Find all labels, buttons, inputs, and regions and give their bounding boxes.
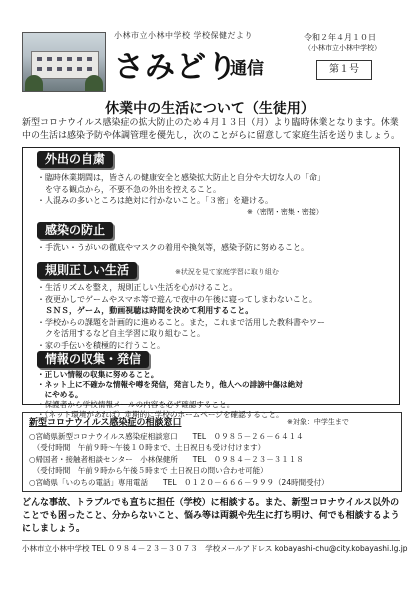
list-item: ＳＮＳ，ゲーム，動画視聴は時間を決めて利用すること。 <box>37 306 254 315</box>
newsletter-header <box>22 20 400 92</box>
list-item: ・生活リズムを整え，規則正しい生活を心がけること。 <box>37 283 238 292</box>
issue-date: 令和２年４月１０日 <box>304 33 376 42</box>
newsletter-kicker: 小林市立小林中学校 学校保健だより <box>114 31 254 40</box>
list-item: ・人混みの多いところは絶対に行かないこと。「３密」を避ける。 <box>37 196 273 205</box>
consultation-line: ○帰国者・接触者相談センター 小林保健所 TEL ０９８４－２３－３１１８ <box>29 455 304 464</box>
school-building-photo <box>22 32 106 92</box>
section-bullets-infection <box>37 242 309 254</box>
issue-number: 第１号 <box>316 60 372 80</box>
list-item: ・夜更かしでゲームやスマホ等で遊んで夜中の午後に寝ってしまわないこと。 <box>37 294 317 304</box>
list-item: ・臨時休業期間は，皆さんの健康安全と感染拡大防止と自分や大切な人の「命」 <box>37 173 325 182</box>
intro-paragraph: 新型コロナウイルス感染症の拡大防止のため４月１３日（月）より臨時休業となります。休業中の生活は感染予防や体調管理を優先し，次のことがらに留意して家庭生活を送りましょう。 <box>22 118 401 141</box>
list-item: ・家の手伝いを積極的に行うこと。 <box>37 340 165 350</box>
consultation-title: 新型コロナウイルス感染症の相談窓口 <box>29 418 182 428</box>
newsletter-title: さみどり <box>114 50 238 85</box>
list-item: ・ネット上に不確かな情報や噂を発信，発言したり，他人への誹謗中傷は絶対 <box>37 380 303 389</box>
list-item: ・正しい情報の収集に努めること。 <box>37 370 159 379</box>
list-item: ・保護者から学校情報メールの内容を必ず確認すること。 <box>37 400 235 409</box>
list-item: を守る観点から，不要不急の外出を控えること。 <box>37 184 221 194</box>
guidelines-box <box>22 147 400 419</box>
list-item: クを活用するなど自主学習に取り組むこと。 <box>37 329 205 338</box>
section-heading-infection: 感染の防止 <box>37 222 113 239</box>
list-item: ・手洗い・うがいの徹底やマスクの着用や換気等，感染予防に努めること。 <box>37 243 309 252</box>
consultation-line: ○宮崎県「いのちの電話」専用電話 TEL ０１２０－６６６－９９９（24時間受付） <box>29 478 329 487</box>
newsletter-title-suffix: 通信 <box>230 59 264 79</box>
consultation-note: ※対象：中学生まで <box>287 418 349 426</box>
section-bullets-routine <box>37 282 325 351</box>
page-title: 休業中の生活について（生徒用） <box>105 101 315 117</box>
section-note-routine: ※状況を見て家庭学習に取り組む <box>175 268 279 276</box>
list-item: ・（ネット環境があれば）定期的に学校のホームページを確認すること。 <box>37 410 284 419</box>
list-item: ※（密閉・密集・密接） <box>247 207 323 216</box>
section-heading-routine: 規則正しい生活 <box>37 262 137 279</box>
section-bullets-outing <box>37 172 325 218</box>
school-contact: 小林市立小林中学校 TEL ０９８４－２３－３０７３ 学校メールアドレス kobayashi-chu@city.kobayashi.lg.jp <box>22 540 400 557</box>
consultation-line: （受付時間 午前９時～午後１０時まで、土日祝日も受け付けます） <box>29 443 266 452</box>
school-name: （小林市立小林中学校） <box>304 44 381 52</box>
consultation-line: （受付時間 午前９時から午後５時まで 土日祝日の問い合わせ可能） <box>29 466 268 475</box>
list-item: にやめる。 <box>37 390 83 399</box>
list-item: ・学校からの課題を計画的に進めること。また，これまで活用した教科書やワー <box>37 317 325 327</box>
section-heading-outing: 外出の自粛 <box>37 151 113 168</box>
consultation-line: ○宮崎県新型コロナウイルス感染症相談窓口 TEL ０９８５－２６－６４１４ <box>29 432 304 441</box>
closing-message: どんな事故、トラブルでも直ちに担任（学校）に相談する。また、新型コロナウイルス以外のことでも困ったこと、分からないこと、悩み等は両親や先生に打ち明け、何でも相談するようにしましょう。 <box>22 498 400 534</box>
section-heading-information: 情報の収集・発信 <box>37 351 149 368</box>
consultation-box <box>22 412 402 492</box>
